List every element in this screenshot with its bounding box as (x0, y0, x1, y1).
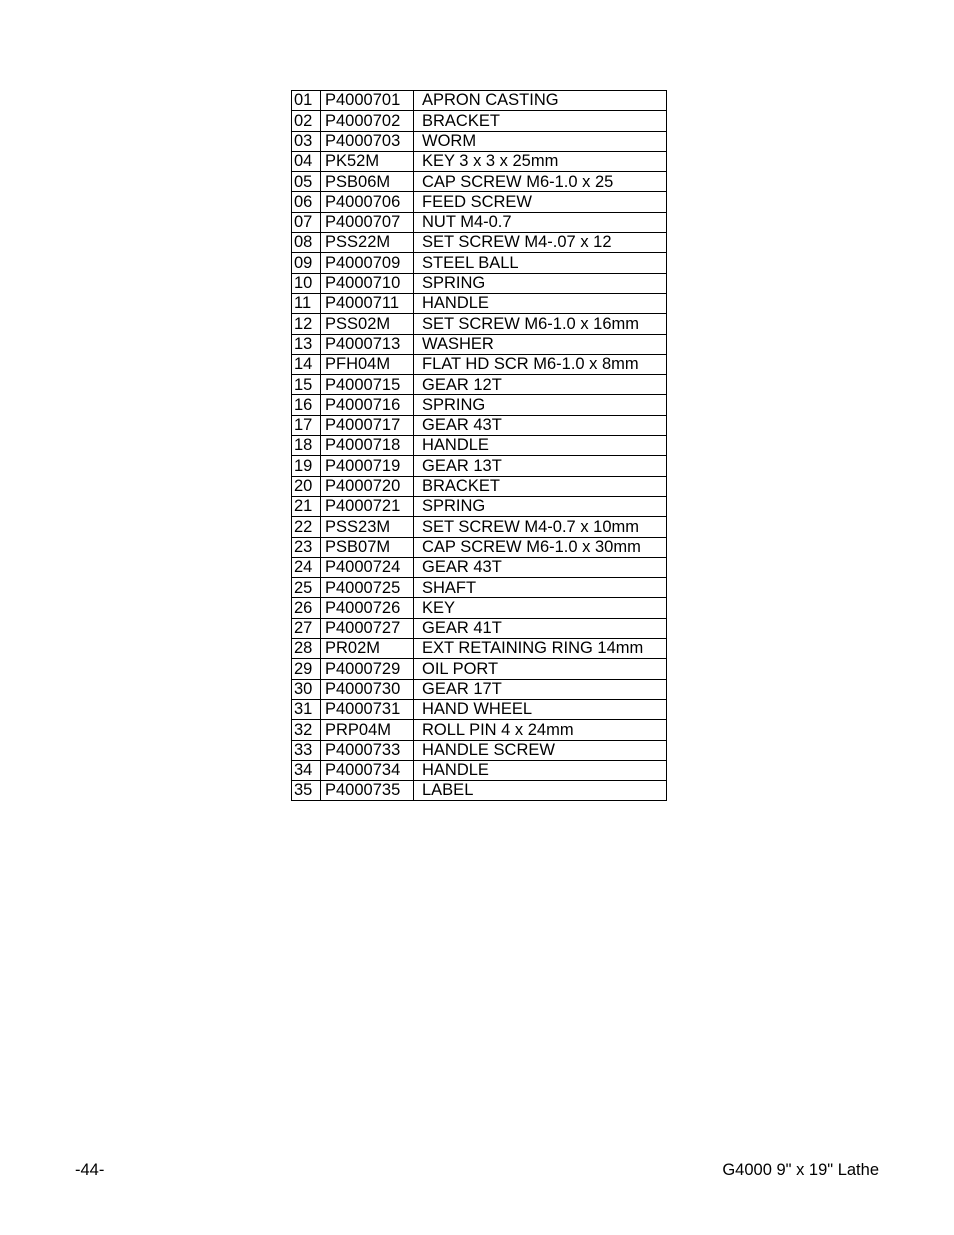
table-row (292, 598, 667, 618)
table-row (292, 760, 667, 780)
document-title: G4000 9" x 19" Lathe (722, 1161, 879, 1179)
part-number-cell: P4000707 (321, 212, 414, 232)
ref-number-cell: 27 (292, 618, 321, 638)
ref-number-cell: 04 (292, 151, 321, 171)
table-row (292, 293, 667, 313)
ref-number-cell: 01 (292, 91, 321, 111)
description-cell: HANDLE (414, 293, 667, 313)
description-cell: FEED SCREW (414, 192, 667, 212)
part-number-cell: PSB06M (321, 172, 414, 192)
ref-number-cell: 28 (292, 639, 321, 659)
ref-number-cell: 13 (292, 334, 321, 354)
part-number-cell: P4000715 (321, 375, 414, 395)
ref-number-cell: 06 (292, 192, 321, 212)
description-cell: SPRING (414, 395, 667, 415)
part-number-cell: P4000710 (321, 273, 414, 293)
description-cell: ROLL PIN 4 x 24mm (414, 720, 667, 740)
description-cell: CAP SCREW M6-1.0 x 30mm (414, 537, 667, 557)
part-number-cell: P4000716 (321, 395, 414, 415)
ref-number-cell: 15 (292, 375, 321, 395)
part-number-cell: P4000701 (321, 91, 414, 111)
part-number-cell: PK52M (321, 151, 414, 171)
ref-number-cell: 31 (292, 699, 321, 719)
ref-number-cell: 22 (292, 517, 321, 537)
part-number-cell: PSS22M (321, 233, 414, 253)
description-cell: GEAR 43T (414, 415, 667, 435)
ref-number-cell: 32 (292, 720, 321, 740)
table-row (292, 679, 667, 699)
ref-number-cell: 19 (292, 456, 321, 476)
table-row (292, 151, 667, 171)
description-cell: NUT M4-0.7 (414, 212, 667, 232)
part-number-cell: P4000718 (321, 436, 414, 456)
part-number-cell: P4000729 (321, 659, 414, 679)
part-number-cell: P4000724 (321, 557, 414, 577)
ref-number-cell: 03 (292, 131, 321, 151)
description-cell: SET SCREW M6-1.0 x 16mm (414, 314, 667, 334)
ref-number-cell: 33 (292, 740, 321, 760)
ref-number-cell: 29 (292, 659, 321, 679)
part-number-cell: P4000703 (321, 131, 414, 151)
description-cell: GEAR 41T (414, 618, 667, 638)
part-number-cell: P4000730 (321, 679, 414, 699)
table-row (292, 354, 667, 374)
table-row (292, 557, 667, 577)
description-cell: SPRING (414, 273, 667, 293)
table-row (292, 253, 667, 273)
ref-number-cell: 10 (292, 273, 321, 293)
table-row (292, 740, 667, 760)
description-cell: FLAT HD SCR M6-1.0 x 8mm (414, 354, 667, 374)
ref-number-cell: 12 (292, 314, 321, 334)
table-row (292, 91, 667, 111)
parts-list-body (292, 91, 667, 801)
table-row (292, 111, 667, 131)
description-cell: CAP SCREW M6-1.0 x 25 (414, 172, 667, 192)
table-row (292, 781, 667, 801)
ref-number-cell: 14 (292, 354, 321, 374)
description-cell: BRACKET (414, 111, 667, 131)
description-cell: STEEL BALL (414, 253, 667, 273)
table-row (292, 659, 667, 679)
description-cell: HANDLE (414, 436, 667, 456)
table-row (292, 639, 667, 659)
ref-number-cell: 02 (292, 111, 321, 131)
description-cell: HANDLE SCREW (414, 740, 667, 760)
part-number-cell: P4000706 (321, 192, 414, 212)
part-number-cell: PSB07M (321, 537, 414, 557)
table-row (292, 192, 667, 212)
ref-number-cell: 09 (292, 253, 321, 273)
ref-number-cell: 07 (292, 212, 321, 232)
table-row (292, 314, 667, 334)
part-number-cell: P4000720 (321, 476, 414, 496)
description-cell: OIL PORT (414, 659, 667, 679)
ref-number-cell: 26 (292, 598, 321, 618)
description-cell: EXT RETAINING RING 14mm (414, 639, 667, 659)
part-number-cell: P4000733 (321, 740, 414, 760)
description-cell: SET SCREW M4-.07 x 12 (414, 233, 667, 253)
part-number-cell: P4000731 (321, 699, 414, 719)
description-cell: WORM (414, 131, 667, 151)
part-number-cell: PRP04M (321, 720, 414, 740)
ref-number-cell: 24 (292, 557, 321, 577)
part-number-cell: P4000725 (321, 578, 414, 598)
table-row (292, 131, 667, 151)
part-number-cell: P4000727 (321, 618, 414, 638)
table-row (292, 496, 667, 516)
table-row (292, 456, 667, 476)
table-row (292, 172, 667, 192)
part-number-cell: P4000735 (321, 781, 414, 801)
table-row (292, 476, 667, 496)
table-row (292, 537, 667, 557)
description-cell: LABEL (414, 781, 667, 801)
table-row (292, 720, 667, 740)
part-number-cell: P4000709 (321, 253, 414, 273)
ref-number-cell: 05 (292, 172, 321, 192)
part-number-cell: P4000713 (321, 334, 414, 354)
description-cell: SHAFT (414, 578, 667, 598)
part-number-cell: PSS23M (321, 517, 414, 537)
table-row (292, 395, 667, 415)
ref-number-cell: 30 (292, 679, 321, 699)
table-row (292, 273, 667, 293)
part-number-cell: PFH04M (321, 354, 414, 374)
ref-number-cell: 08 (292, 233, 321, 253)
table-row (292, 233, 667, 253)
ref-number-cell: 34 (292, 760, 321, 780)
part-number-cell: P4000726 (321, 598, 414, 618)
table-row (292, 699, 667, 719)
ref-number-cell: 18 (292, 436, 321, 456)
part-number-cell: P4000717 (321, 415, 414, 435)
description-cell: GEAR 17T (414, 679, 667, 699)
table-row (292, 415, 667, 435)
ref-number-cell: 16 (292, 395, 321, 415)
page-number: -44- (75, 1161, 105, 1179)
description-cell: GEAR 12T (414, 375, 667, 395)
ref-number-cell: 23 (292, 537, 321, 557)
part-number-cell: P4000711 (321, 293, 414, 313)
ref-number-cell: 35 (292, 781, 321, 801)
table-row (292, 578, 667, 598)
table-row (292, 517, 667, 537)
table-row (292, 436, 667, 456)
part-number-cell: PSS02M (321, 314, 414, 334)
ref-number-cell: 25 (292, 578, 321, 598)
ref-number-cell: 11 (292, 293, 321, 313)
description-cell: KEY (414, 598, 667, 618)
description-cell: KEY 3 x 3 x 25mm (414, 151, 667, 171)
table-row (292, 334, 667, 354)
description-cell: SPRING (414, 496, 667, 516)
ref-number-cell: 17 (292, 415, 321, 435)
part-number-cell: P4000702 (321, 111, 414, 131)
description-cell: GEAR 43T (414, 557, 667, 577)
description-cell: HANDLE (414, 760, 667, 780)
table-row (292, 375, 667, 395)
description-cell: SET SCREW M4-0.7 x 10mm (414, 517, 667, 537)
parts-list-table (291, 90, 667, 801)
description-cell: WASHER (414, 334, 667, 354)
part-number-cell: P4000719 (321, 456, 414, 476)
description-cell: HAND WHEEL (414, 699, 667, 719)
table-row (292, 618, 667, 638)
ref-number-cell: 20 (292, 476, 321, 496)
ref-number-cell: 21 (292, 496, 321, 516)
description-cell: BRACKET (414, 476, 667, 496)
part-number-cell: P4000734 (321, 760, 414, 780)
description-cell: GEAR 13T (414, 456, 667, 476)
table-row (292, 212, 667, 232)
part-number-cell: PR02M (321, 639, 414, 659)
part-number-cell: P4000721 (321, 496, 414, 516)
description-cell: APRON CASTING (414, 91, 667, 111)
